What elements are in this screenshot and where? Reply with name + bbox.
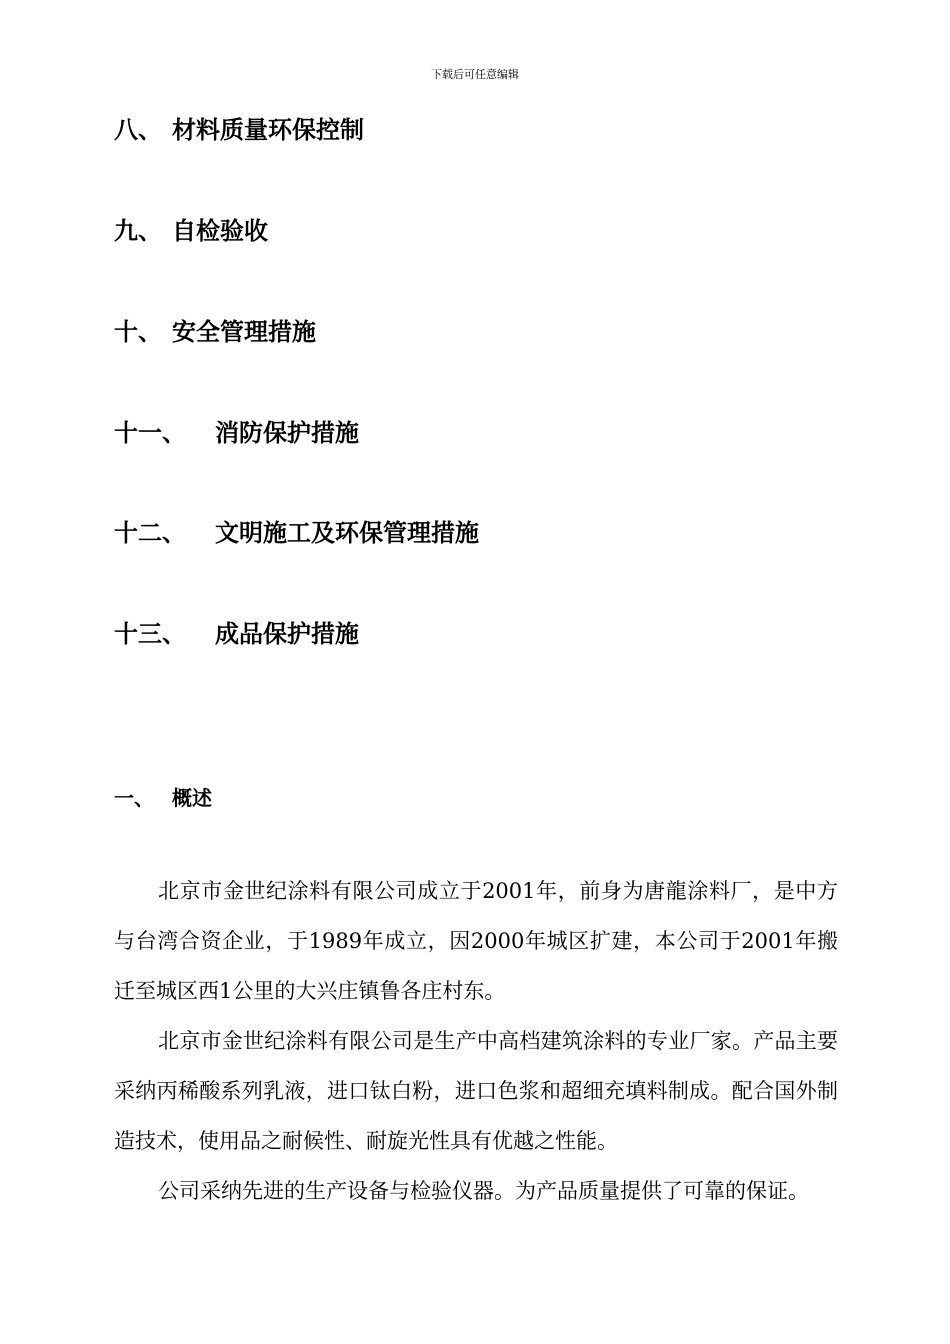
toc-item-number: 十一、 (114, 419, 186, 447)
toc-item-12 (114, 513, 479, 548)
section-heading (114, 782, 212, 811)
toc-item-number: 九、 (114, 217, 162, 245)
toc-item-title: 安全管理措施 (172, 318, 316, 346)
paragraph: 公司采纳先进的生产设备与检验仪器。为产品质量提供了可靠的保证。 (158, 1179, 809, 1203)
toc-item-title: 自检验收 (172, 217, 268, 245)
toc-item-number: 八、 (114, 116, 162, 144)
toc-item-10 (114, 312, 316, 347)
page-header-note: 下载后可任意编辑 (431, 68, 519, 81)
paragraph: 北京市金世纪涂料有限公司成立于2001年，前身为唐龍涂料厂，是中方与台湾合资企业，于1989年成立，因2000年城区扩建，本公司于2001年搬迁至城区西1公里的大兴庄镇鲁各庄村东。 (114, 879, 838, 1003)
toc-item-title: 文明施工及环保管理措施 (215, 519, 479, 547)
section-number: 一、 (114, 786, 154, 810)
body-text (114, 866, 838, 1216)
toc-item-8 (114, 110, 364, 145)
toc-item-number: 十、 (114, 318, 162, 346)
toc-item-number: 十二、 (114, 519, 186, 547)
paragraph: 北京市金世纪涂料有限公司是生产中高档建筑涂料的专业厂家。产品主要采纳丙稀酸系列乳液，进口钛白粉，进口色浆和超细充填料制成。配合国外制造技术，使用品之耐候性、耐旋光性具有优越之性能。 (114, 1029, 838, 1153)
section-title: 概述 (172, 786, 212, 810)
toc-item-9 (114, 211, 268, 246)
toc-item-title: 成品保护措施 (215, 620, 359, 648)
toc-item-number: 十三、 (114, 620, 186, 648)
toc-item-13 (114, 614, 359, 649)
toc-item-11 (114, 413, 359, 448)
toc-item-title: 材料质量环保控制 (172, 116, 364, 144)
toc-item-title: 消防保护措施 (215, 419, 359, 447)
